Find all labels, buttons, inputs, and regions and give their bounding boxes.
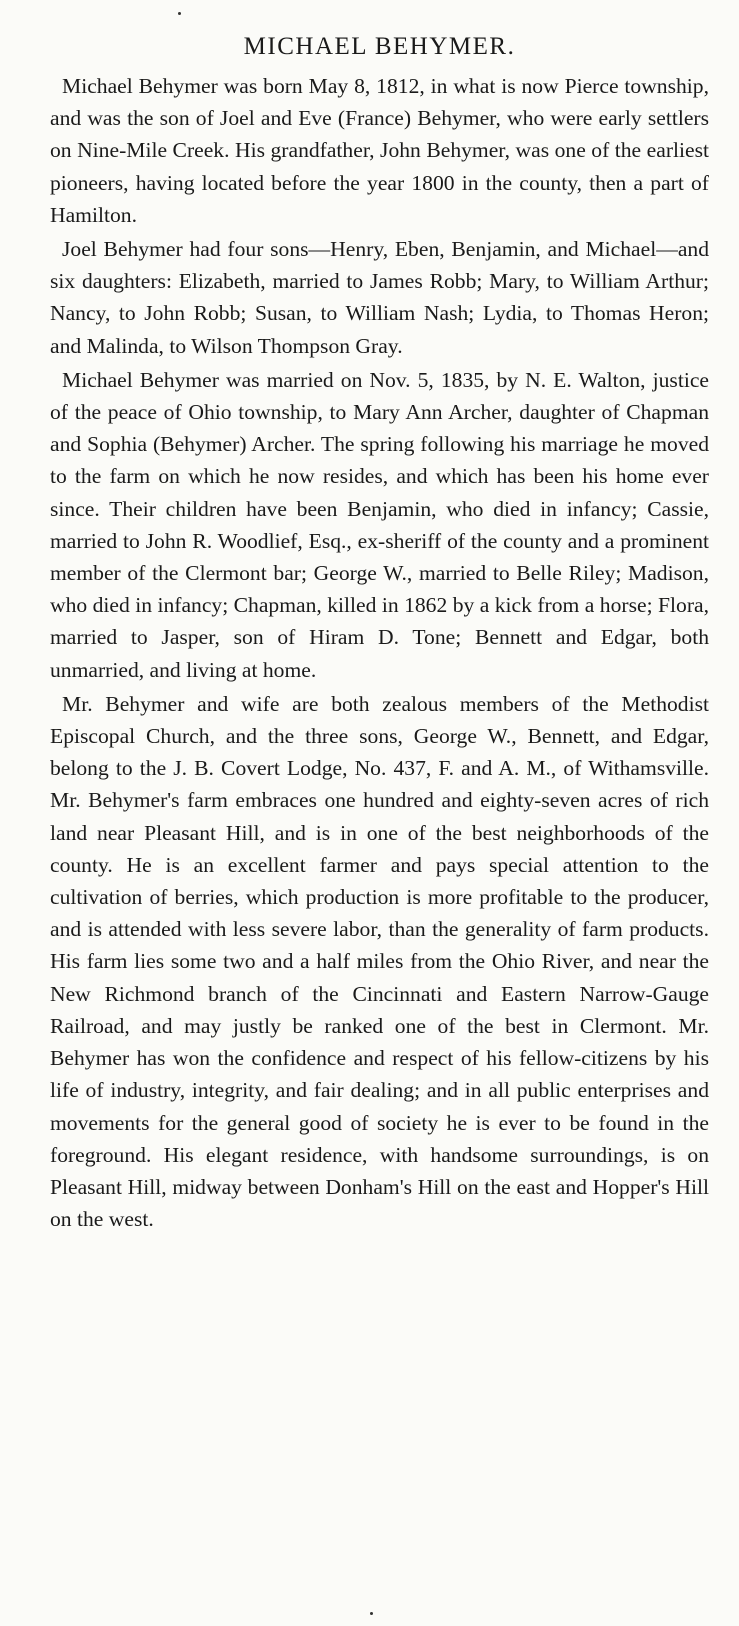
- paragraph-farm: Mr. Behymer and wife are both zealous members of the Methodist Episcopal Church, and the three sons, George W., Bennett, and Edgar, belong to the J. B. Covert Lodge, No. 437, F. and A. M., of Withamsville. Mr. Behymer's farm embraces one hundred and eighty-seven acres of rich land near Pleasant Hill, and is in one of the best neighborhoods of the county. He is an excellent farmer and pays special attention to the cultivation of berries, which production is more profitable to the producer, and is attended with less severe labor, than the generality of farm products. His farm lies some two and a half miles from the Ohio River, and near the New Richmond branch of the Cincinnati and Eastern Narrow-Gauge Railroad, and may justly be ranked one of the best in Clermont. Mr. Behymer has won the confidence and respect of his fellow-citizens by his life of industry, integrity, and fair dealing; and in all public enterprises and movements for the general good of society he is ever to be found in the foreground. His elegant residence, with handsome surroundings, is on Pleasant Hill, midway between Donham's Hill on the east and Hopper's Hill on the west.: [50, 691, 709, 1232]
- paragraph-marriage: Michael Behymer was married on Nov. 5, 1835, by N. E. Walton, justice of the peace of Ohio township, to Mary Ann Archer, daughter of Chapman and Sophia (Behymer) Archer. The spring following his marriage he moved to the farm on which he now resides, and which has been his home ever since. Their children have been Benjamin, who died in infancy; Cassie, married to John R. Woodlief, Esq., ex-sheriff of the county and a prominent member of the Clermont bar; George W., married to Belle Riley; Madison, who died in infancy; Chapman, killed in 1862 by a kick from a horse; Flora, married to Jasper, son of Hiram D. Tone; Bennett and Edgar, both unmarried, and living at home.: [50, 367, 709, 682]
- print-speck: [178, 12, 181, 15]
- paragraph-birth: Michael Behymer was born May 8, 1812, in what is now Pierce township, and was the son of Joel and Eve (France) Behymer, who were early settlers on Nine-Mile Creek. His grandfather, John Behymer, was one of the earliest pioneers, having located before the year 1800 in the county, then a part of Hamilton.: [50, 74, 709, 227]
- print-speck: [370, 1612, 373, 1615]
- paragraph-family: Joel Behymer had four sons—Henry, Eben, Benjamin, and Michael—and six daughters: Elizabeth, married to James Robb; Mary, to William Arthur; Nancy, to John Robb; Susan, to William Nash; Lydia, to Thomas Heron; and Malinda, to Wilson Thompson Gray.: [50, 237, 709, 358]
- document-title: MICHAEL BEHYMER.: [243, 33, 516, 60]
